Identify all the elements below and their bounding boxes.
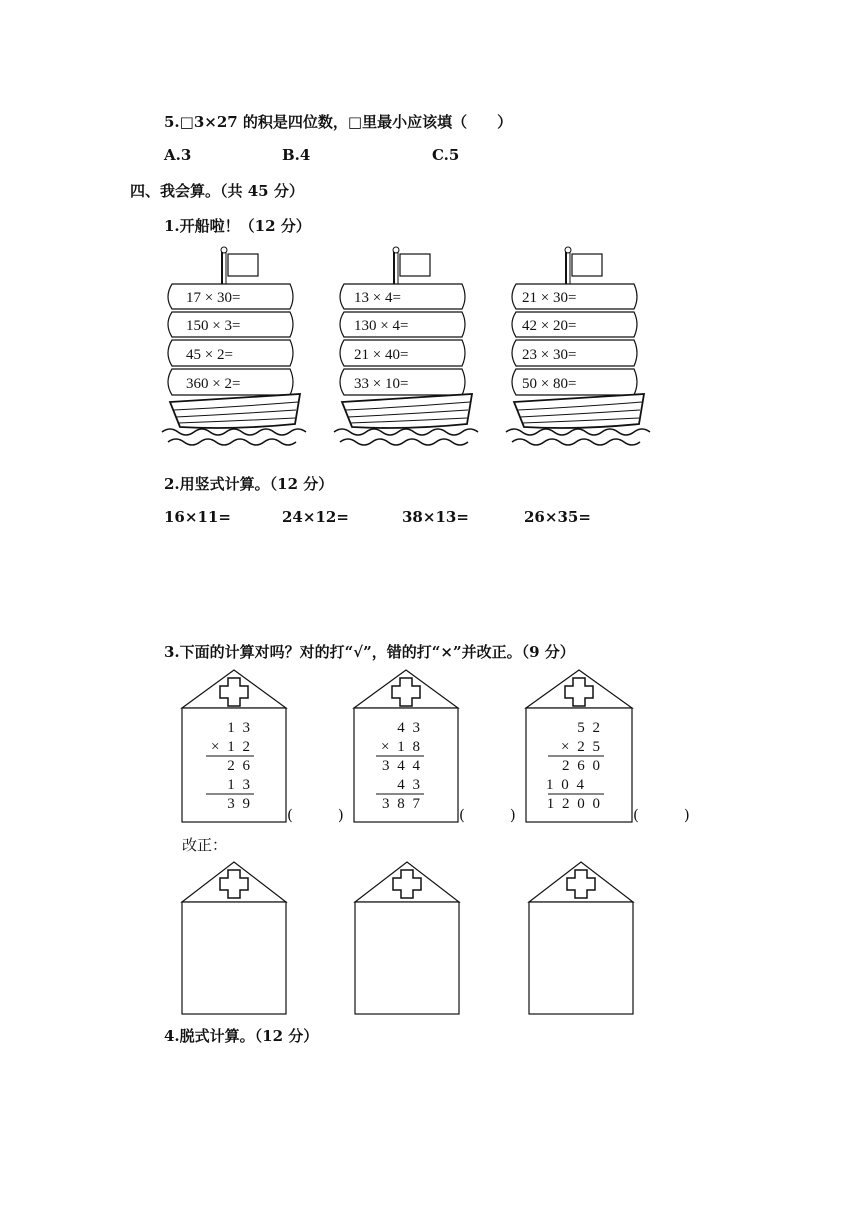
ship-2-row-2: 130 × 4=	[354, 318, 409, 334]
ship-2-drawing	[332, 242, 482, 457]
house-3-drawing	[524, 668, 636, 826]
house-2-line-4: 4 3	[397, 777, 422, 793]
correction-house-2-drawing	[353, 860, 463, 1018]
correction-house-3-drawing	[527, 860, 637, 1018]
ship-2	[332, 242, 482, 461]
ship-1-row-3: 45 × 2=	[186, 347, 233, 363]
house-1-line-2: × 1 2	[211, 739, 252, 755]
house-3-line-5: 1 2 0 0	[546, 796, 602, 812]
option-c[interactable]: C.5	[432, 146, 460, 164]
ship-3-row-3: 23 × 30=	[522, 347, 577, 363]
house-3-line-4: 1 0 4	[546, 777, 586, 793]
house-1-line-4: 1 3	[227, 777, 252, 793]
ship-3	[504, 242, 654, 461]
vertical-problem-2: 24×12=	[282, 508, 349, 526]
check-house-1	[180, 668, 290, 830]
answer-paren-2[interactable]: ( )	[459, 806, 516, 824]
house-3-line-2: × 2 5	[561, 739, 602, 755]
vertical-problem-4: 26×35=	[524, 508, 591, 526]
house-1-line-5: 3 9	[227, 796, 252, 812]
part2-title: 2.用竖式计算。（12 分）	[164, 475, 334, 493]
vertical-problem-3: 38×13=	[402, 508, 469, 526]
house-2-line-2: × 1 8	[381, 739, 422, 755]
section-heading: 四、我会算。（共 45 分）	[130, 182, 304, 200]
question-5: 5.□3×27 的积是四位数，□里最小应该填（ ）	[164, 113, 513, 131]
answer-paren-3[interactable]: ( )	[633, 806, 690, 824]
house-3-line-1: 5 2	[577, 720, 602, 736]
ship-1-drawing	[160, 242, 310, 457]
ship-3-row-2: 42 × 20=	[522, 318, 577, 334]
ship-3-row-4: 50 × 80=	[522, 376, 577, 392]
house-1-line-3: 2 6	[227, 758, 252, 774]
correction-house-1-drawing	[180, 860, 290, 1018]
ship-3-row-1: 21 × 30=	[522, 290, 577, 306]
house-1-drawing	[180, 668, 290, 826]
check-house-2	[352, 668, 462, 830]
ship-1-row-1: 17 × 30=	[186, 290, 241, 306]
part4-title: 4.脱式计算。（12 分）	[164, 1027, 319, 1045]
ship-2-row-4: 33 × 10=	[354, 376, 409, 392]
correction-label: 改正：	[182, 836, 228, 854]
option-b[interactable]: B.4	[282, 146, 311, 164]
ship-1	[160, 242, 310, 461]
ship-2-row-1: 13 × 4=	[354, 290, 401, 306]
correction-house-1[interactable]	[180, 860, 290, 1022]
ship-3-drawing	[504, 242, 654, 457]
vertical-problem-1: 16×11=	[164, 508, 231, 526]
part1-title: 1.开船啦！（12 分）	[164, 217, 311, 235]
option-a[interactable]: A.3	[164, 146, 192, 164]
answer-paren-1[interactable]: ( )	[287, 806, 344, 824]
house-2-line-3: 3 4 4	[382, 758, 422, 774]
correction-house-3[interactable]	[527, 860, 637, 1022]
house-1-line-1: 1 3	[227, 720, 252, 736]
ship-2-row-3: 21 × 40=	[354, 347, 409, 363]
correction-house-2[interactable]	[353, 860, 463, 1022]
ship-1-row-2: 150 × 3=	[186, 318, 241, 334]
part3-title: 3.下面的计算对吗？对的打“√”，错的打“×”并改正。（9 分）	[164, 643, 575, 661]
ship-1-row-4: 360 × 2=	[186, 376, 241, 392]
house-3-line-3: 2 6 0	[562, 758, 602, 774]
house-2-line-1: 4 3	[397, 720, 422, 736]
check-house-3	[524, 668, 636, 830]
house-2-drawing	[352, 668, 462, 826]
house-2-line-5: 3 8 7	[382, 796, 422, 812]
